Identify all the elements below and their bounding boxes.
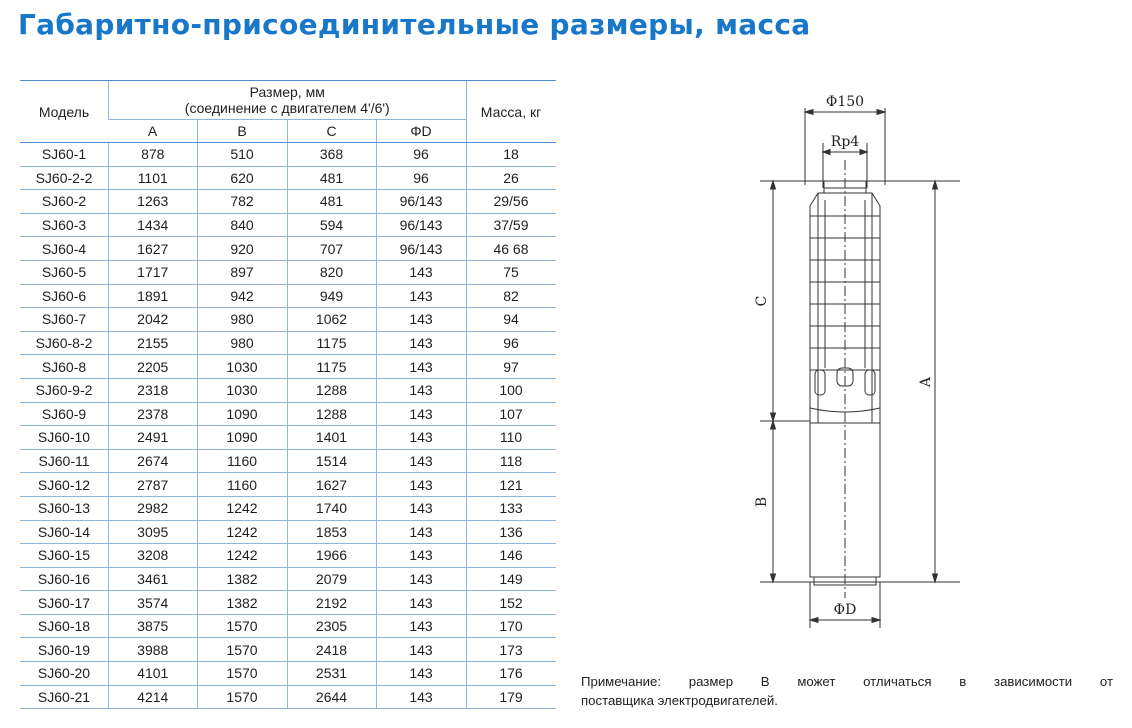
table-row xyxy=(20,143,556,167)
cell-mass: 173 xyxy=(466,638,556,662)
cell-model: SJ60-13 xyxy=(20,496,109,520)
c-label: C xyxy=(754,295,770,307)
cell-mass: 136 xyxy=(466,520,556,544)
a-arrow-top xyxy=(933,181,938,189)
cell-c: 1966 xyxy=(287,544,376,568)
cell-a: 2155 xyxy=(109,331,198,355)
table-row xyxy=(20,213,556,237)
cell-a: 1717 xyxy=(109,260,198,284)
table-row xyxy=(20,685,556,709)
cell-c: 594 xyxy=(287,213,376,237)
table-row xyxy=(20,331,556,355)
header-model: Модель xyxy=(20,81,109,143)
cell-b: 1382 xyxy=(197,591,287,615)
cell-a: 4101 xyxy=(109,662,198,686)
cell-c: 1740 xyxy=(287,496,376,520)
cell-d: 143 xyxy=(376,355,466,379)
cell-a: 2674 xyxy=(109,449,198,473)
cell-b: 840 xyxy=(197,213,287,237)
cell-a: 4214 xyxy=(109,685,198,709)
a-label: A xyxy=(918,376,934,388)
header-col-b: B xyxy=(197,120,287,143)
cell-d: 143 xyxy=(376,378,466,402)
table-row xyxy=(20,308,556,332)
cell-mass: 18 xyxy=(466,143,556,167)
table-row xyxy=(20,473,556,497)
cell-b: 1090 xyxy=(197,426,287,450)
cell-b: 1090 xyxy=(197,402,287,426)
table-row xyxy=(20,567,556,591)
cell-a: 1101 xyxy=(109,166,198,190)
cell-b: 1242 xyxy=(197,520,287,544)
table-row xyxy=(20,662,556,686)
cell-c: 2418 xyxy=(287,638,376,662)
cell-c: 2079 xyxy=(287,567,376,591)
cell-mass: 110 xyxy=(466,426,556,450)
cell-mass: 100 xyxy=(466,378,556,402)
cell-mass: 107 xyxy=(466,402,556,426)
cell-b: 980 xyxy=(197,331,287,355)
cell-model: SJ60-15 xyxy=(20,544,109,568)
cell-mass: 176 xyxy=(466,662,556,686)
cell-model: SJ60-5 xyxy=(20,260,109,284)
dimensions-table xyxy=(20,80,556,709)
table-row xyxy=(20,378,556,402)
cell-mass: 118 xyxy=(466,449,556,473)
pump-diagram xyxy=(740,88,980,648)
table-row xyxy=(20,614,556,638)
cell-c: 2531 xyxy=(287,662,376,686)
cell-d: 143 xyxy=(376,614,466,638)
cell-b: 782 xyxy=(197,190,287,214)
cell-b: 1030 xyxy=(197,355,287,379)
cell-model: SJ60-11 xyxy=(20,449,109,473)
intake-slot-left xyxy=(815,370,825,395)
cell-d: 143 xyxy=(376,308,466,332)
cell-b: 1242 xyxy=(197,496,287,520)
cell-model: SJ60-17 xyxy=(20,591,109,615)
cell-model: SJ60-9 xyxy=(20,402,109,426)
table-row xyxy=(20,449,556,473)
cell-mass: 96 xyxy=(466,331,556,355)
cell-d: 143 xyxy=(376,331,466,355)
header-size-line2: (соединение с двигателем 4'/6') xyxy=(184,100,390,116)
cell-a: 3875 xyxy=(109,614,198,638)
cell-mass: 179 xyxy=(466,685,556,709)
cell-model: SJ60-18 xyxy=(20,614,109,638)
cell-a: 1263 xyxy=(109,190,198,214)
phid-label: ΦD xyxy=(833,602,857,618)
table-row xyxy=(20,496,556,520)
cell-model: SJ60-16 xyxy=(20,567,109,591)
cell-mass: 94 xyxy=(466,308,556,332)
cell-a: 2205 xyxy=(109,355,198,379)
b-arrow-bottom xyxy=(771,574,776,582)
table-row xyxy=(20,638,556,662)
phi150-arrow-left xyxy=(805,110,813,115)
cell-b: 1570 xyxy=(197,662,287,686)
cell-a: 2318 xyxy=(109,378,198,402)
c-arrow-top xyxy=(771,181,776,189)
cell-a: 2378 xyxy=(109,402,198,426)
cell-a: 3988 xyxy=(109,638,198,662)
cell-a: 3095 xyxy=(109,520,198,544)
cell-d: 143 xyxy=(376,426,466,450)
cell-d: 143 xyxy=(376,685,466,709)
cell-b: 1160 xyxy=(197,473,287,497)
cell-d: 143 xyxy=(376,449,466,473)
cell-model: SJ60-9-2 xyxy=(20,378,109,402)
phi150-label: Φ150 xyxy=(825,94,865,110)
table-row xyxy=(20,284,556,308)
table-row xyxy=(20,402,556,426)
header-size-line1: Размер, мм xyxy=(249,84,325,100)
cell-model: SJ60-8-2 xyxy=(20,331,109,355)
cell-d: 143 xyxy=(376,260,466,284)
cell-d: 143 xyxy=(376,284,466,308)
cell-c: 1175 xyxy=(287,331,376,355)
table-row xyxy=(20,520,556,544)
cell-c: 1062 xyxy=(287,308,376,332)
cell-c: 1288 xyxy=(287,378,376,402)
cell-b: 1242 xyxy=(197,544,287,568)
page-title: Габаритно-присоединительные размеры, масса xyxy=(18,8,811,41)
cell-a: 2787 xyxy=(109,473,198,497)
header-col-a: A xyxy=(109,120,198,143)
phi150-arrow-right xyxy=(877,110,885,115)
cell-d: 143 xyxy=(376,544,466,568)
phid-arrow-left xyxy=(810,618,818,623)
cell-mass: 133 xyxy=(466,496,556,520)
cell-c: 1627 xyxy=(287,473,376,497)
cell-c: 820 xyxy=(287,260,376,284)
cell-c: 481 xyxy=(287,166,376,190)
cell-c: 1401 xyxy=(287,426,376,450)
cell-a: 2491 xyxy=(109,426,198,450)
cell-c: 1288 xyxy=(287,402,376,426)
cell-a: 878 xyxy=(109,143,198,167)
cell-c: 949 xyxy=(287,284,376,308)
cell-d: 143 xyxy=(376,638,466,662)
cell-b: 1160 xyxy=(197,449,287,473)
cell-model: SJ60-1 xyxy=(20,143,109,167)
cell-b: 1570 xyxy=(197,614,287,638)
cell-model: SJ60-12 xyxy=(20,473,109,497)
cell-model: SJ60-3 xyxy=(20,213,109,237)
cell-mass: 170 xyxy=(466,614,556,638)
cell-model: SJ60-2-2 xyxy=(20,166,109,190)
cell-d: 96 xyxy=(376,143,466,167)
cell-c: 2192 xyxy=(287,591,376,615)
motor-body xyxy=(810,423,880,577)
cell-model: SJ60-7 xyxy=(20,308,109,332)
cell-d: 143 xyxy=(376,520,466,544)
rp4-arrow-left xyxy=(823,150,830,155)
intake-slot-right xyxy=(865,370,875,395)
b-arrow-top xyxy=(771,421,776,429)
cell-c: 2644 xyxy=(287,685,376,709)
cell-a: 3461 xyxy=(109,567,198,591)
cell-b: 1382 xyxy=(197,567,287,591)
cell-c: 481 xyxy=(287,190,376,214)
cell-model: SJ60-2 xyxy=(20,190,109,214)
cell-b: 620 xyxy=(197,166,287,190)
cell-a: 2982 xyxy=(109,496,198,520)
a-arrow-bottom xyxy=(933,574,938,582)
b-label: B xyxy=(754,496,770,508)
cell-d: 96 xyxy=(376,166,466,190)
cell-d: 96/143 xyxy=(376,237,466,261)
rp4-label: Rp4 xyxy=(830,134,860,150)
table-row xyxy=(20,355,556,379)
cell-b: 1570 xyxy=(197,685,287,709)
cell-mass: 37/59 xyxy=(466,213,556,237)
cell-c: 1853 xyxy=(287,520,376,544)
cell-b: 897 xyxy=(197,260,287,284)
cell-model: SJ60-14 xyxy=(20,520,109,544)
cell-c: 1514 xyxy=(287,449,376,473)
table-row xyxy=(20,426,556,450)
cell-mass: 97 xyxy=(466,355,556,379)
header-col-c: C xyxy=(287,120,376,143)
header-col-d: ΦD xyxy=(376,120,466,143)
cell-mass: 29/56 xyxy=(466,190,556,214)
cell-mass: 26 xyxy=(466,166,556,190)
cell-mass: 46 68 xyxy=(466,237,556,261)
cell-b: 980 xyxy=(197,308,287,332)
table-row xyxy=(20,544,556,568)
cell-d: 143 xyxy=(376,662,466,686)
cell-mass: 121 xyxy=(466,473,556,497)
footnote-line2: поставщика электродвигателей. xyxy=(581,693,778,708)
cell-model: SJ60-10 xyxy=(20,426,109,450)
cell-d: 143 xyxy=(376,473,466,497)
cell-a: 1891 xyxy=(109,284,198,308)
cell-d: 143 xyxy=(376,402,466,426)
cell-b: 920 xyxy=(197,237,287,261)
table-row xyxy=(20,237,556,261)
cell-a: 3208 xyxy=(109,544,198,568)
cell-d: 143 xyxy=(376,567,466,591)
cell-d: 96/143 xyxy=(376,190,466,214)
cell-mass: 82 xyxy=(466,284,556,308)
cell-b: 510 xyxy=(197,143,287,167)
footnote xyxy=(581,672,1113,710)
cell-mass: 75 xyxy=(466,260,556,284)
cell-mass: 146 xyxy=(466,544,556,568)
cell-mass: 149 xyxy=(466,567,556,591)
cell-c: 1175 xyxy=(287,355,376,379)
cell-b: 1030 xyxy=(197,378,287,402)
cell-model: SJ60-21 xyxy=(20,685,109,709)
cell-mass: 152 xyxy=(466,591,556,615)
table-row xyxy=(20,260,556,284)
table-row xyxy=(20,166,556,190)
cell-a: 1627 xyxy=(109,237,198,261)
phid-arrow-right xyxy=(872,618,880,623)
table-row xyxy=(20,190,556,214)
cell-a: 2042 xyxy=(109,308,198,332)
cell-d: 143 xyxy=(376,591,466,615)
table-body xyxy=(20,143,556,709)
footnote-line1: Примечание: размер B может отличаться в зависимости от xyxy=(581,674,1113,689)
cell-model: SJ60-4 xyxy=(20,237,109,261)
cell-c: 707 xyxy=(287,237,376,261)
cell-b: 1570 xyxy=(197,638,287,662)
cell-c: 2305 xyxy=(287,614,376,638)
cell-d: 143 xyxy=(376,496,466,520)
cell-model: SJ60-8 xyxy=(20,355,109,379)
cell-a: 1434 xyxy=(109,213,198,237)
cell-d: 96/143 xyxy=(376,213,466,237)
table-header-row xyxy=(20,81,556,120)
table-row xyxy=(20,591,556,615)
cell-c: 368 xyxy=(287,143,376,167)
header-size xyxy=(109,81,467,120)
header-mass: Масса, кг xyxy=(466,81,556,143)
rp4-arrow-right xyxy=(860,150,867,155)
cell-model: SJ60-6 xyxy=(20,284,109,308)
cell-a: 3574 xyxy=(109,591,198,615)
cell-model: SJ60-19 xyxy=(20,638,109,662)
cell-b: 942 xyxy=(197,284,287,308)
cell-model: SJ60-20 xyxy=(20,662,109,686)
